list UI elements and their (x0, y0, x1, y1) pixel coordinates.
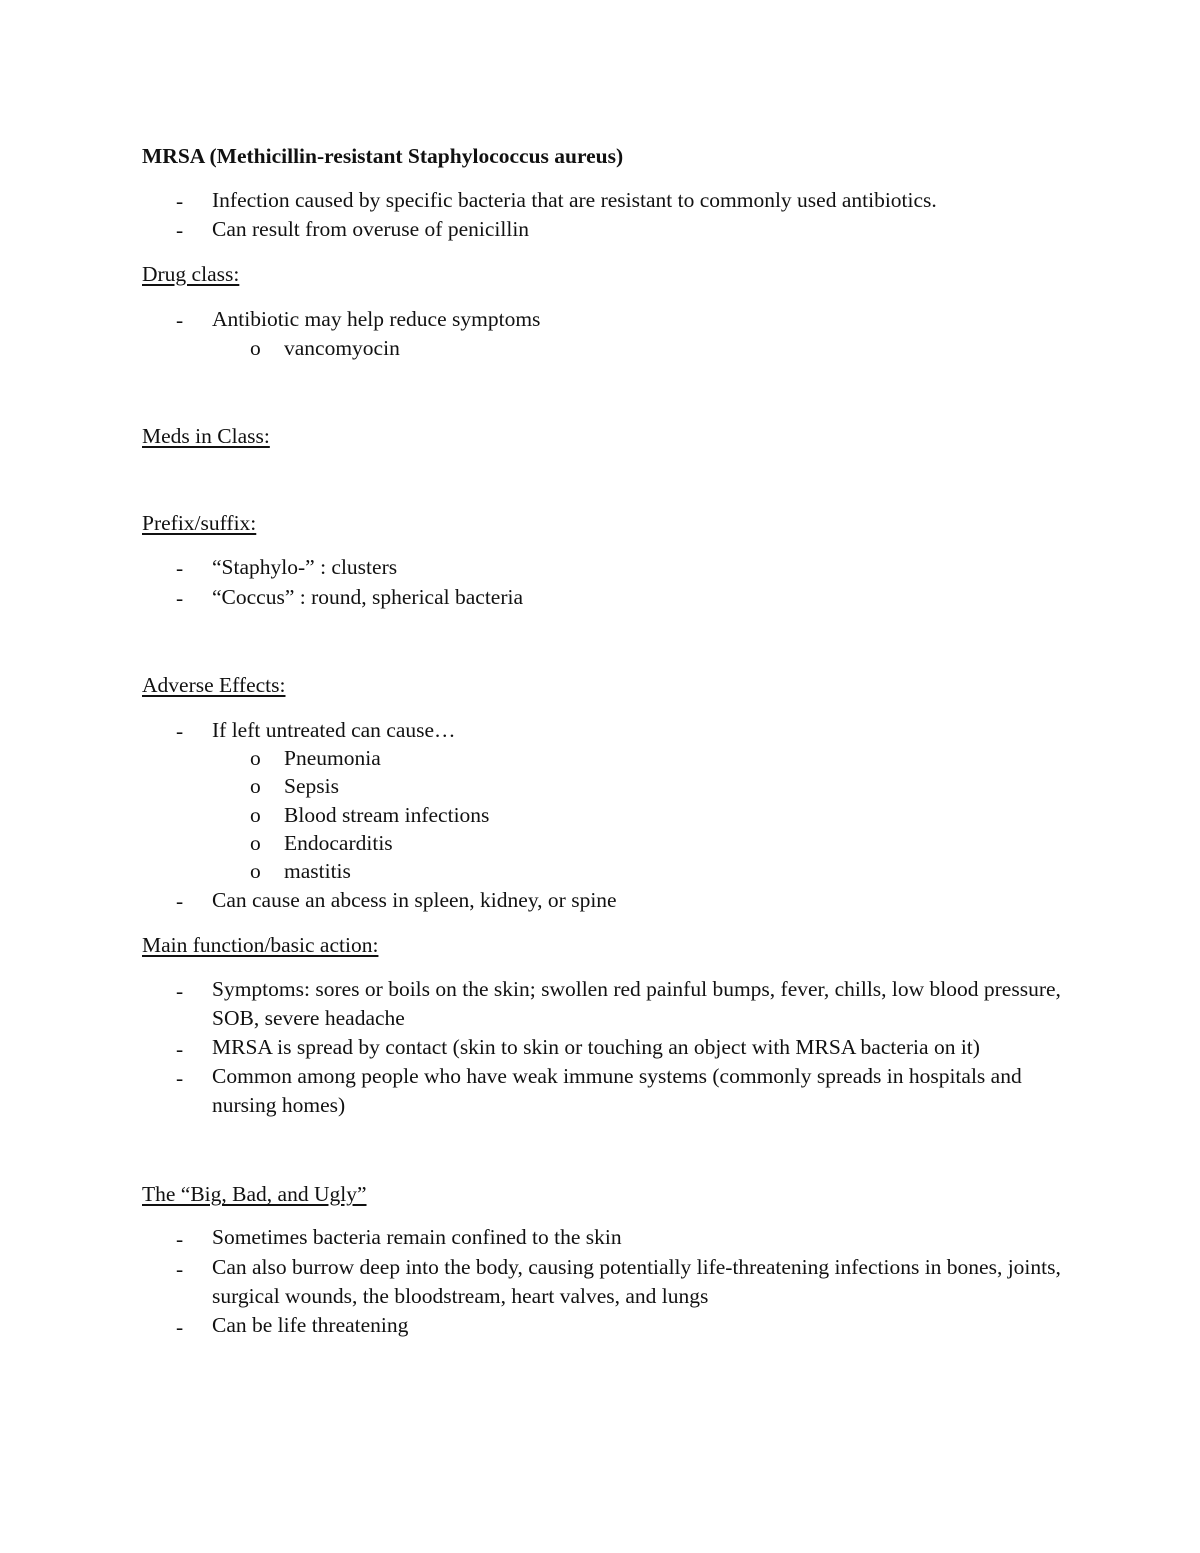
adverse-effects-subitem-1: Pneumonia (284, 746, 381, 770)
adverse-effects-item-2: Can cause an abcess in spleen, kidney, or spine (212, 888, 617, 912)
main-function-item-1: Symptoms: sores or boils on the skin; swollen red painful bumps, fever, chills, low blood pressure, SOB, severe headache (212, 977, 1061, 1030)
big-bad-ugly-item-1: Sometimes bacteria remain confined to the skin (212, 1225, 622, 1249)
bullet-dash: - (176, 1066, 184, 1090)
bullet-dash: - (176, 979, 184, 1003)
big-bad-ugly-item-2: Can also burrow deep into the body, causing potentially life-threatening infections in bones, joints, surgical wounds, the bloodstream, heart valves, and lungs (212, 1255, 1061, 1308)
meds-in-class-heading: Meds in Class: (142, 424, 270, 448)
document-title: MRSA (Methicillin-resistant Staphylococcus aureus) (142, 144, 624, 168)
bullet-dash: - (176, 189, 184, 213)
prefix-suffix-item-2: “Coccus” : round, spherical bacteria (212, 585, 524, 609)
drug-class-item-1: Antibiotic may help reduce symptoms (212, 307, 541, 331)
bullet-dash: - (176, 1257, 184, 1281)
adverse-effects-item-1: If left untreated can cause… (212, 718, 456, 742)
main-function-item-2: MRSA is spread by contact (skin to skin or touching an object with MRSA bacteria on it) (212, 1035, 980, 1059)
bullet-dash: - (176, 1227, 184, 1251)
big-bad-ugly-item-3: Can be life threatening (212, 1313, 409, 1337)
adverse-effects-subitem-2: Sepsis (284, 774, 339, 798)
adverse-effects-heading: Adverse Effects: (142, 673, 286, 697)
adverse-effects-subitem-5: mastitis (284, 859, 351, 883)
bullet-circle: o (250, 859, 261, 883)
prefix-suffix-item-1: “Staphylo-” : clusters (212, 555, 398, 579)
main-function-heading: Main function/basic action: (142, 933, 379, 957)
bullet-dash: - (176, 889, 184, 913)
bullet-circle: o (250, 336, 261, 360)
bullet-dash: - (176, 719, 184, 743)
bullet-dash: - (176, 586, 184, 610)
bullet-circle: o (250, 803, 261, 827)
adverse-effects-subitem-4: Endocarditis (284, 831, 393, 855)
intro-item-2: Can result from overuse of penicillin (212, 217, 530, 241)
drug-class-heading: Drug class: (142, 262, 240, 286)
bullet-circle: o (250, 746, 261, 770)
adverse-effects-subitem-3: Blood stream infections (284, 803, 490, 827)
big-bad-ugly-heading: The “Big, Bad, and Ugly” (142, 1182, 367, 1206)
prefix-suffix-heading: Prefix/suffix: (142, 511, 257, 535)
bullet-circle: o (250, 831, 261, 855)
bullet-dash: - (176, 218, 184, 242)
bullet-dash: - (176, 556, 184, 580)
bullet-dash: - (176, 1315, 184, 1339)
bullet-dash: - (176, 308, 184, 332)
main-function-item-3: Common among people who have weak immune systems (commonly spreads in hospitals and nursing homes) (212, 1064, 1022, 1117)
drug-class-subitem-1: vancomyocin (284, 336, 400, 360)
bullet-circle: o (250, 774, 261, 798)
intro-item-1: Infection caused by specific bacteria that are resistant to commonly used antibiotics. (212, 188, 937, 212)
bullet-dash: - (176, 1037, 184, 1061)
